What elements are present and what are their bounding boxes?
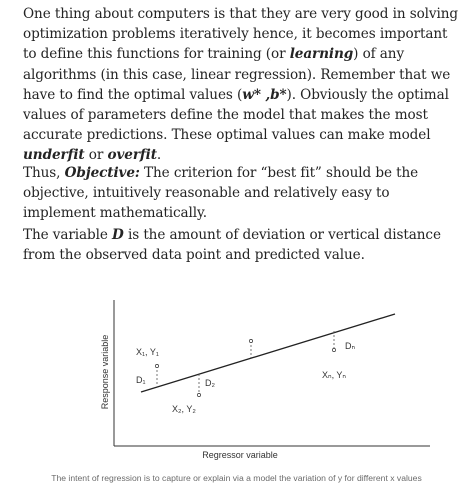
text-run: ). Obviously the optimal values of parameters define the model that makes the most accurate predictions. These optimal values can make model — [23, 86, 449, 144]
regression-line — [141, 314, 395, 392]
label-dn: Dₙ — [345, 341, 356, 351]
text-run: is the amount of deviation or vertical distance from the observed data point and predicted value. — [23, 227, 441, 264]
data-point-2 — [197, 393, 200, 396]
emphasis-underfit: underfit — [23, 147, 85, 164]
label-d1: D₁ — [136, 375, 146, 385]
emphasis-d: D — [112, 227, 124, 243]
data-point-3 — [249, 339, 252, 342]
y-axis-label: Response variable — [100, 334, 110, 410]
x-axis-label: Regressor variable — [202, 450, 278, 460]
label-xn-yn: Xₙ, Yₙ — [322, 370, 347, 380]
text-run: Thus, — [23, 165, 65, 181]
label-x1-y1: X₁, Y₁ — [136, 347, 159, 357]
text-run: . — [156, 147, 162, 164]
emphasis-objective: Objective: — [64, 165, 140, 181]
text-run: or — [84, 147, 108, 164]
emphasis-optimal-values: w* ,b* — [242, 86, 287, 103]
text-run: One thing about computers is that they are very good in solving optimization problems iteratively hence, it becomes important to define this functions for training (or — [23, 6, 458, 63]
label-d2: D₂ — [205, 378, 215, 388]
emphasis-learning: learning — [289, 46, 354, 63]
data-point-n — [332, 348, 335, 351]
emphasis-overfit: overfit — [107, 147, 157, 164]
figure-caption: The intent of regression is to capture or explain via a model the variation of y for different x values — [51, 473, 422, 483]
text-run: The variable — [23, 227, 113, 243]
label-x2-y2: X₂, Y₂ — [172, 404, 196, 414]
data-point-1 — [155, 364, 158, 367]
text-run: The criterion for “best fit” should be the objective, intuitively reasonable and relatively easy to implement mathematically. — [23, 165, 419, 222]
text-run: ) of any algorithms (in this case, linear regression). Remember that we have to find the optimal values ( — [23, 46, 451, 103]
